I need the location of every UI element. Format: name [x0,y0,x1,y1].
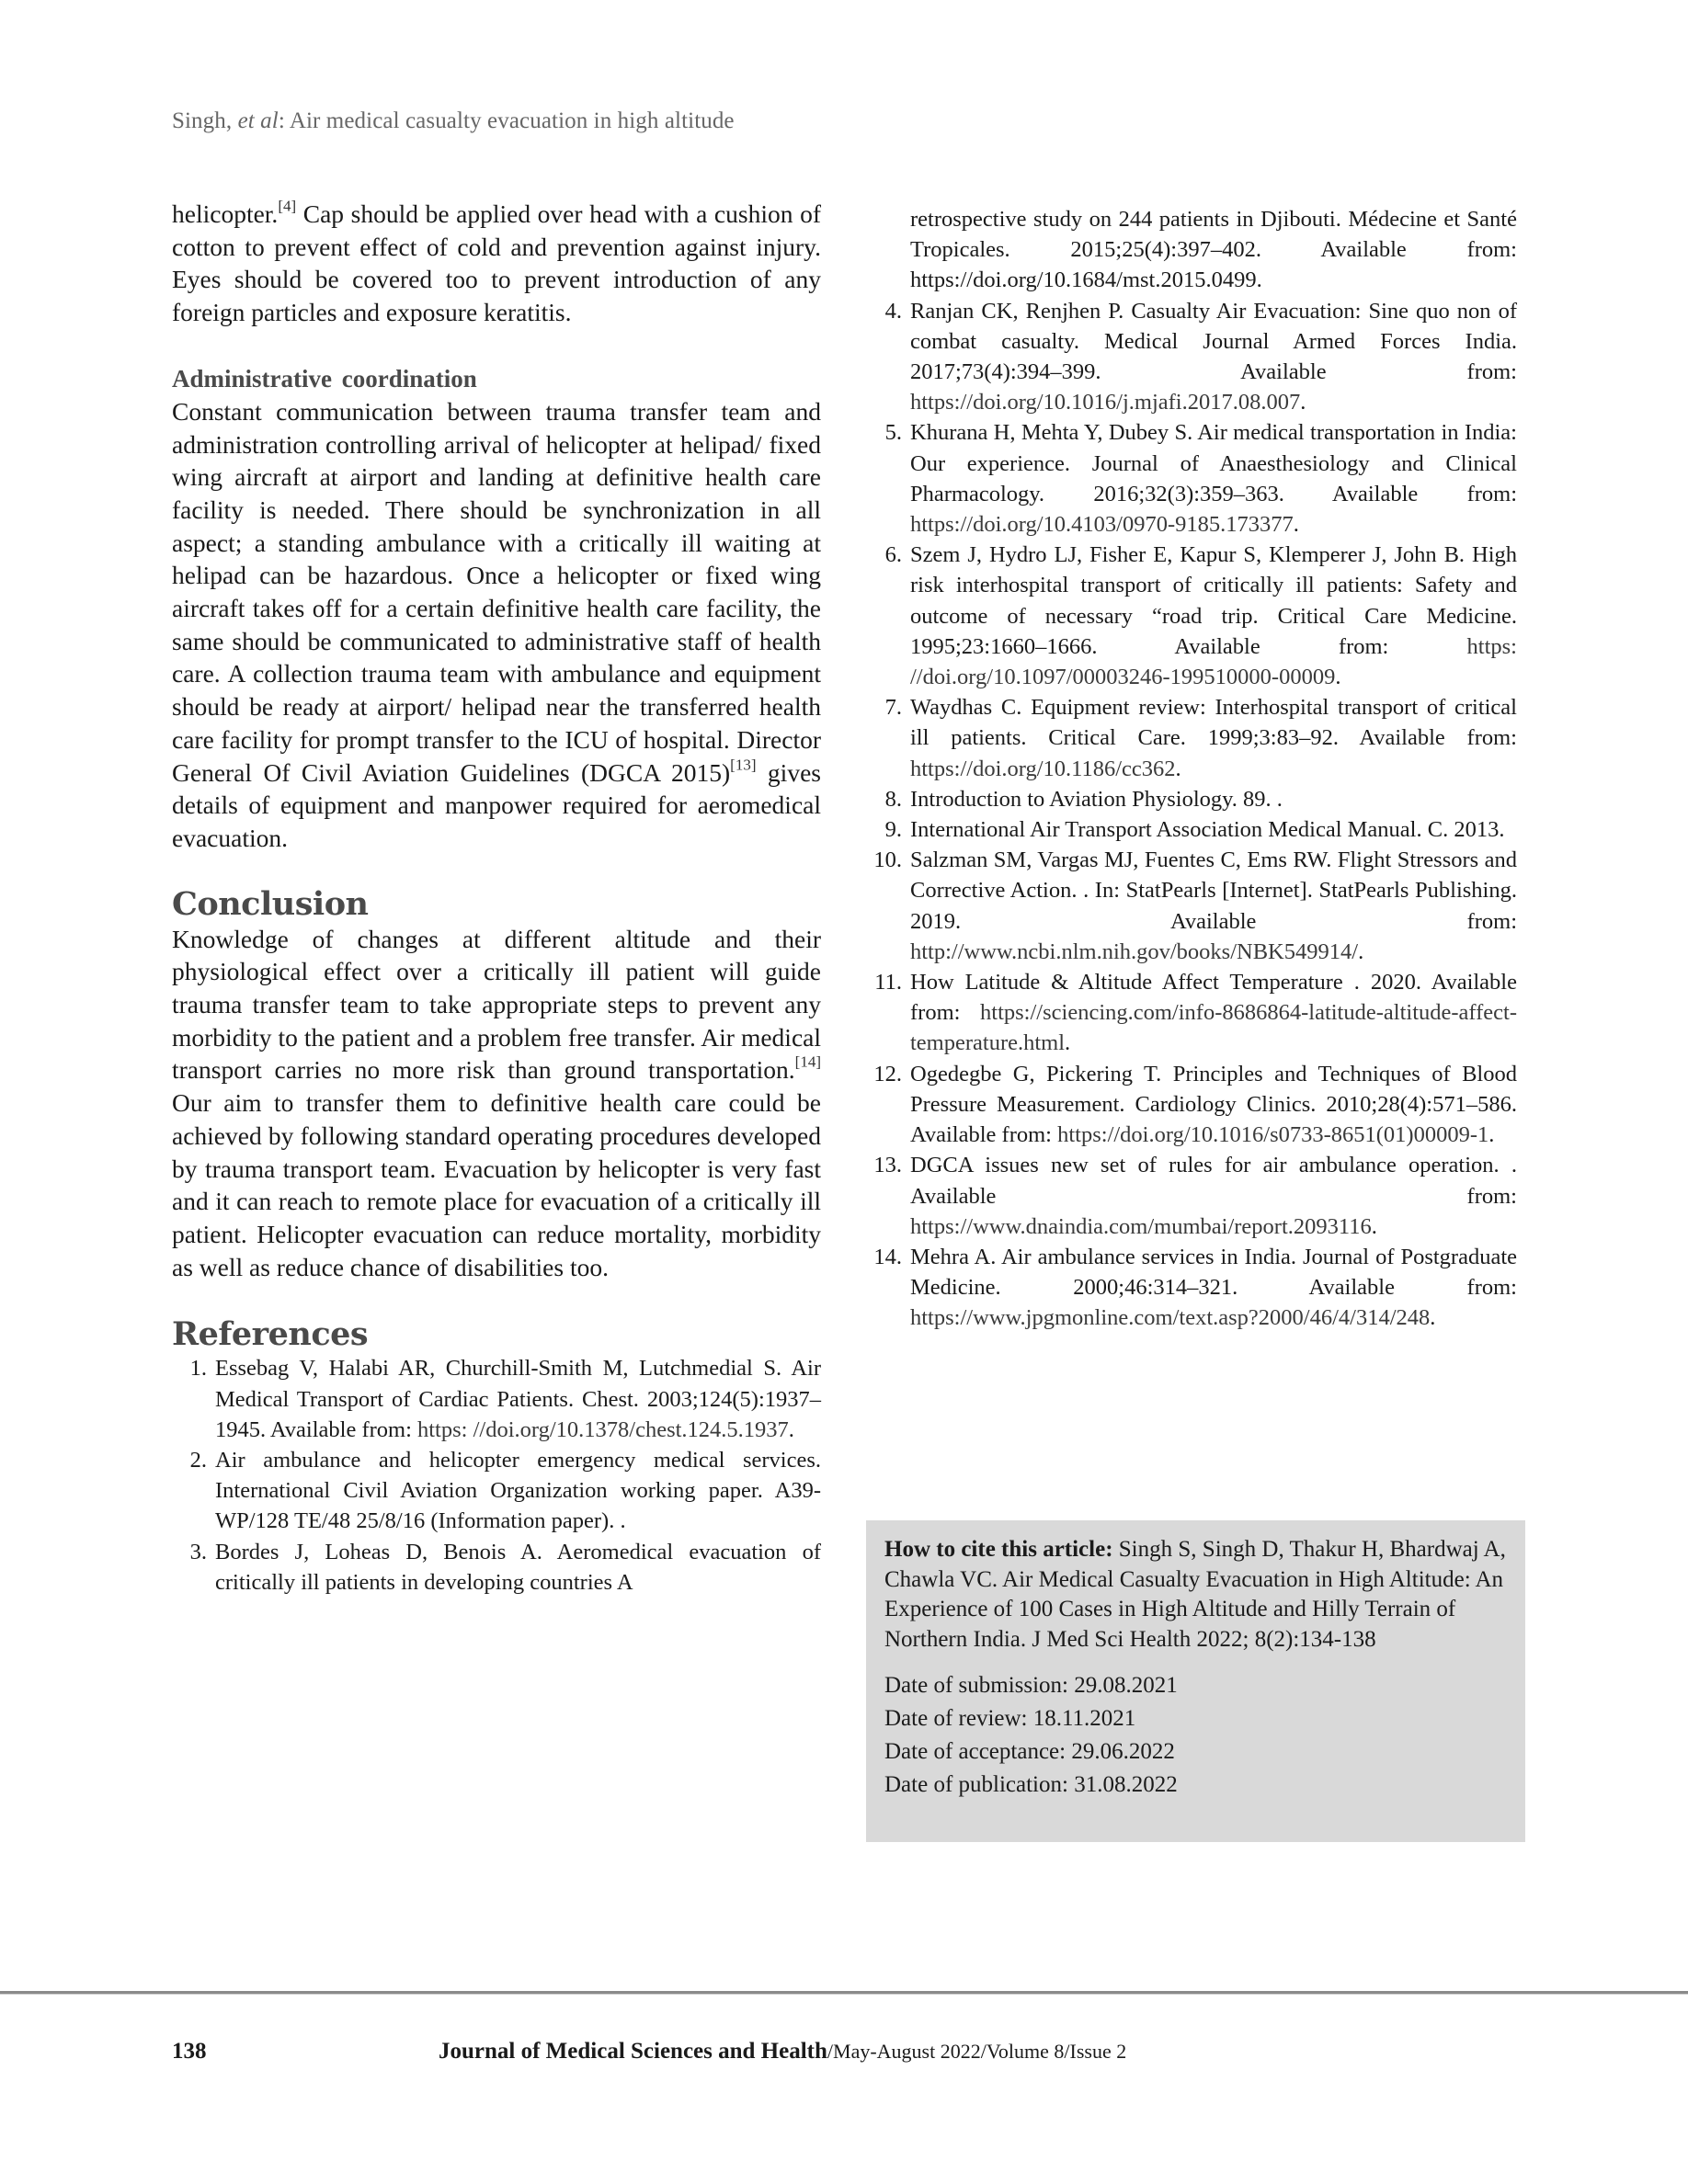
date-of-submission: Date of submission: 29.08.2021 [884,1673,1178,1698]
reference-link[interactable]: https://doi.org/10.1186/cc362 [910,756,1176,781]
reference-link[interactable]: https://doi.org/10.1684/mst.2015.0499 [910,267,1257,293]
conclusion-paragraph: Knowledge of changes at different altitude and their physiological effect over a critically ill patient will guide trauma transfer team to take appropriate steps to prevent any morbidity to the patient and a problem free transfer. Air medical transport carries no more risk than ground transportation.[14] Our aim to transfer them to definitive health care could be achieved by following standard operating procedures developed by trauma transport team. Evacuation by helicopter is very fast and it can reach to remote place for evacuation of a critically ill patient. Helicopter evacuation can reduce mortality, morbidity as well as reduce chance of disabilities too. [172,924,821,1281]
footer-divider [0,1991,1688,1995]
reference-item-8: 8. Introduction to Aviation Physiology. 89. . [884,786,1283,812]
reference-item-7: 7. Waydhas C. Equipment review: Interhospital transport of critical ill patients. Critical Care. 1999;3:83–92. Available from: https://doi.org/10.1186/cc362. [884,695,1517,781]
reference-item-11: 11. How Latitude & Altitude Affect Temperature . 2020. Available from: https://sciencing.com/info-8686864-latitude-altitude-affect-temperature.html. [874,970,1517,1056]
reference-link[interactable]: https: //doi.org/10.1378/chest.124.5.1937 [417,1416,789,1442]
left-column [172,198,821,1598]
intro-paragraph: helicopter.[4] Cap should be applied over head with a cushion of cotton to prevent effect of cold and prevention against injury. Eyes should be covered too to prevent introduction of any foreign particles and exposure keratitis. [172,197,821,327]
date-of-review: Date of review: 18.11.2021 [884,1706,1136,1731]
running-header [172,108,735,134]
reference-item-9: 9. International Air Transport Association Medical Manual. C. 2013. [884,817,1505,843]
right-column [864,204,1517,1334]
references-heading: References [172,1315,369,1354]
reference-link[interactable]: https: //doi.org/10.1097/00003246-199510000-00009 [910,633,1517,690]
reference-item-6: 6. Szem J, Hydro LJ, Fisher E, Kapur S, Klemperer J, John B. High risk interhospital transport of critically ill patients: Safety and outcome of necessary “road trip. Critical Care Medicine. 1995;23:1660–1666. Available from: https: //doi.org/10.1097/00003246-199510000-00009. [884,542,1517,690]
how-to-cite-label: How to cite this article: [884,1537,1113,1562]
citation-link[interactable]: [4] [278,197,297,215]
reference-item-10: 10. Salzman SM, Vargas MJ, Fuentes C, Ems RW. Flight Stressors and Corrective Action. . In: StatPearls [Internet]. StatPearls Publishing. 2019. Available from: http://www.ncbi.nlm.nih.gov/books/NBK549914/. [873,847,1517,964]
citation-link[interactable]: [13] [730,755,757,773]
reference-item-1: 1. Essebag V, Halabi AR, Churchill-Smith M, Lutchmedial S. Air Medical Transport of Cardiac Patients. Chest. 2003;124(5):1937–1945. Available from: https: //doi.org/10.1378/chest.124.5.1937. [189,1356,821,1442]
running-header-etal: et al [237,108,279,133]
reference-link[interactable]: https://www.dnaindia.com/mumbai/report.2093116 [910,1213,1372,1239]
reference-item-13: 13. DGCA issues new set of rules for air ambulance operation. . Available from: https://www.dnaindia.com/mumbai/report.2093116. [873,1153,1517,1239]
reference-link[interactable]: http://www.ncbi.nlm.nih.gov/books/NBK549914/ [910,938,1359,964]
journal-name: Journal of Medical Sciences and Health [439,2039,827,2064]
reference-link[interactable]: https://www.jpgmonline.com/text.asp?2000/46/4/314/248 [910,1305,1431,1331]
running-header-title: : Air medical casualty evacuation in high altitude [278,108,735,133]
how-to-cite-text: How to cite this article: Singh S, Singh D, Thakur H, Bhardwaj A, Chawla VC. Air Medical Casualty Evacuation in High Altitude: An Experience of 100 Cases in High Altitude and Hilly Terrain of Northern India. J Med Sci Health 2022; 8(2):134-138 [884,1537,1506,1652]
running-header-authors: Singh, [172,108,238,133]
how-to-cite-box [866,1520,1525,1842]
date-of-publication: Date of publication: 31.08.2022 [884,1772,1178,1797]
article-dates [884,1669,1507,1802]
reference-link[interactable]: https://doi.org/10.4103/0970-9185.173377 [910,512,1294,538]
date-of-acceptance: Date of acceptance: 29.06.2022 [884,1739,1175,1764]
admin-coordination-heading: Administrative coordination [172,364,477,392]
reference-link[interactable]: https://sciencing.com/info-8686864-latitude-altitude-affect-temperature.html [910,1000,1517,1056]
reference-item-2: 2. Air ambulance and helicopter emergency medical services. International Civil Aviation Organization working paper. A39-WP/128 TE/48 25/8/16 (Information paper). . [189,1448,821,1534]
admin-coordination-paragraph: Constant communication between trauma transfer team and administration controlling arrival of helicopter at helipad/ fixed wing aircraft at airport and landing at definitive health care facility is needed. There should be synchronization in all aspect; a standing ambulance with a critically ill waiting at helipad can be hazardous. Once a helicopter or fixed wing aircraft takes off for a certain definitive health care facility, the same should be communicated to administrative staff of health care. A collection trauma team with ambulance and equipment should be ready at airport/ helipad near the transferred health care facility for prompt transfer to the ICU of hospital. Director General Of Civil Aviation Guidelines (DGCA 2015)[13] gives details of equipment and manpower required for aeromedical evacuation. [172,396,821,852]
reference-link[interactable]: https://doi.org/10.1016/s0733-8651(01)00009-1 [1057,1122,1489,1148]
reference-list-left [172,1353,821,1598]
page-number: 138 [172,2039,207,2064]
reference-link[interactable]: https://doi.org/10.1016/j.mjafi.2017.08.007 [910,390,1301,415]
reference-item-4: 4. Ranjan CK, Renjhen P. Casualty Air Evacuation: Sine quo non of combat casualty. Medical Journal Armed Forces India. 2017;73(4):394–399. Available from: https://doi.org/10.1016/j.mjafi.2017.08.007. [884,298,1517,415]
citation-link[interactable]: [14] [794,1052,821,1071]
reference-item-5: 5. Khurana H, Mehta Y, Dubey S. Air medical transportation in India: Our experience. Journal of Anaesthesiology and Clinical Pharmacology. 2016;32(3):359–363. Available from: https://doi.org/10.4103/0970-9185.173377. [884,420,1517,538]
reference-item-3: 3. Bordes J, Loheas D, Benois A. Aeromedical evacuation of critically ill patients in developing countries A [189,1539,821,1595]
reference-item-12: 12. Ogedegbe G, Pickering T. Principles and Techniques of Blood Pressure Measurement. Cardiology Clinics. 2010;28(4):571–586. Available from: https://doi.org/10.1016/s0733-8651(01)00009-1. [873,1061,1517,1148]
journal-footer [439,2039,1126,2065]
reference-item-3-continuation: retrospective study on 244 patients in Djibouti. Médecine et Santé Tropicales. 2015;25(4):397–402. Available from: https://doi.org/10.1684/mst.2015.0499. [910,207,1517,293]
reference-list-right [864,296,1517,1334]
reference-item-14: 14. Mehra A. Air ambulance services in India. Journal of Postgraduate Medicine. 2000;46:314–321. Available from: https://www.jpgmonline.com/text.asp?2000/46/4/314/248. [873,1244,1517,1331]
conclusion-heading: Conclusion [172,884,369,923]
issue-info: /May-August 2022/Volume 8/Issue 2 [827,2040,1127,2063]
